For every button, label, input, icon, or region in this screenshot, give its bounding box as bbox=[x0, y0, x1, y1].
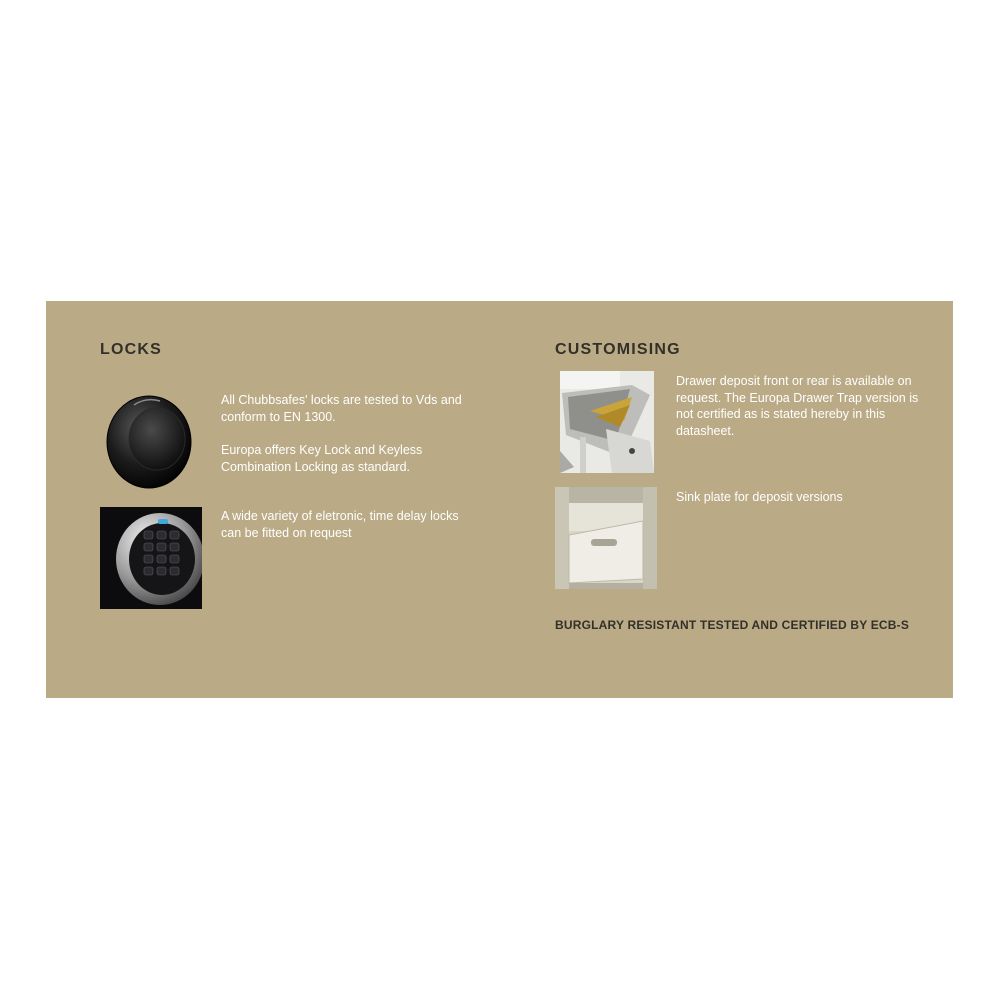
sink-plate-image bbox=[555, 487, 657, 589]
customising-heading: CUSTOMISING bbox=[555, 341, 681, 358]
locks-text-1: All Chubbsafes' locks are tested to Vds and conform to EN 1300. bbox=[221, 393, 462, 424]
certification-footer: BURGLARY RESISTANT TESTED AND CERTIFIED BY ECB-S bbox=[555, 618, 910, 632]
electronic-keypad-image bbox=[100, 507, 202, 609]
drawer-deposit-image bbox=[560, 371, 654, 473]
locks-text-2: Europa offers Key Lock and Keyless Combination Locking as standard. bbox=[221, 443, 423, 474]
locks-description bbox=[221, 392, 476, 475]
locks-text-3: A wide variety of eletronic, time delay locks can be fitted on request bbox=[221, 509, 459, 540]
customising-text-2: Sink plate for deposit versions bbox=[676, 490, 843, 504]
locks-heading: LOCKS bbox=[100, 341, 162, 358]
customising-text-1: Drawer deposit front or rear is available on request. The Europa Drawer Trap version is not certified as is stated hereby in this datasheet. bbox=[676, 374, 919, 438]
combination-dial-image bbox=[104, 389, 194, 489]
feature-panel bbox=[46, 301, 953, 698]
